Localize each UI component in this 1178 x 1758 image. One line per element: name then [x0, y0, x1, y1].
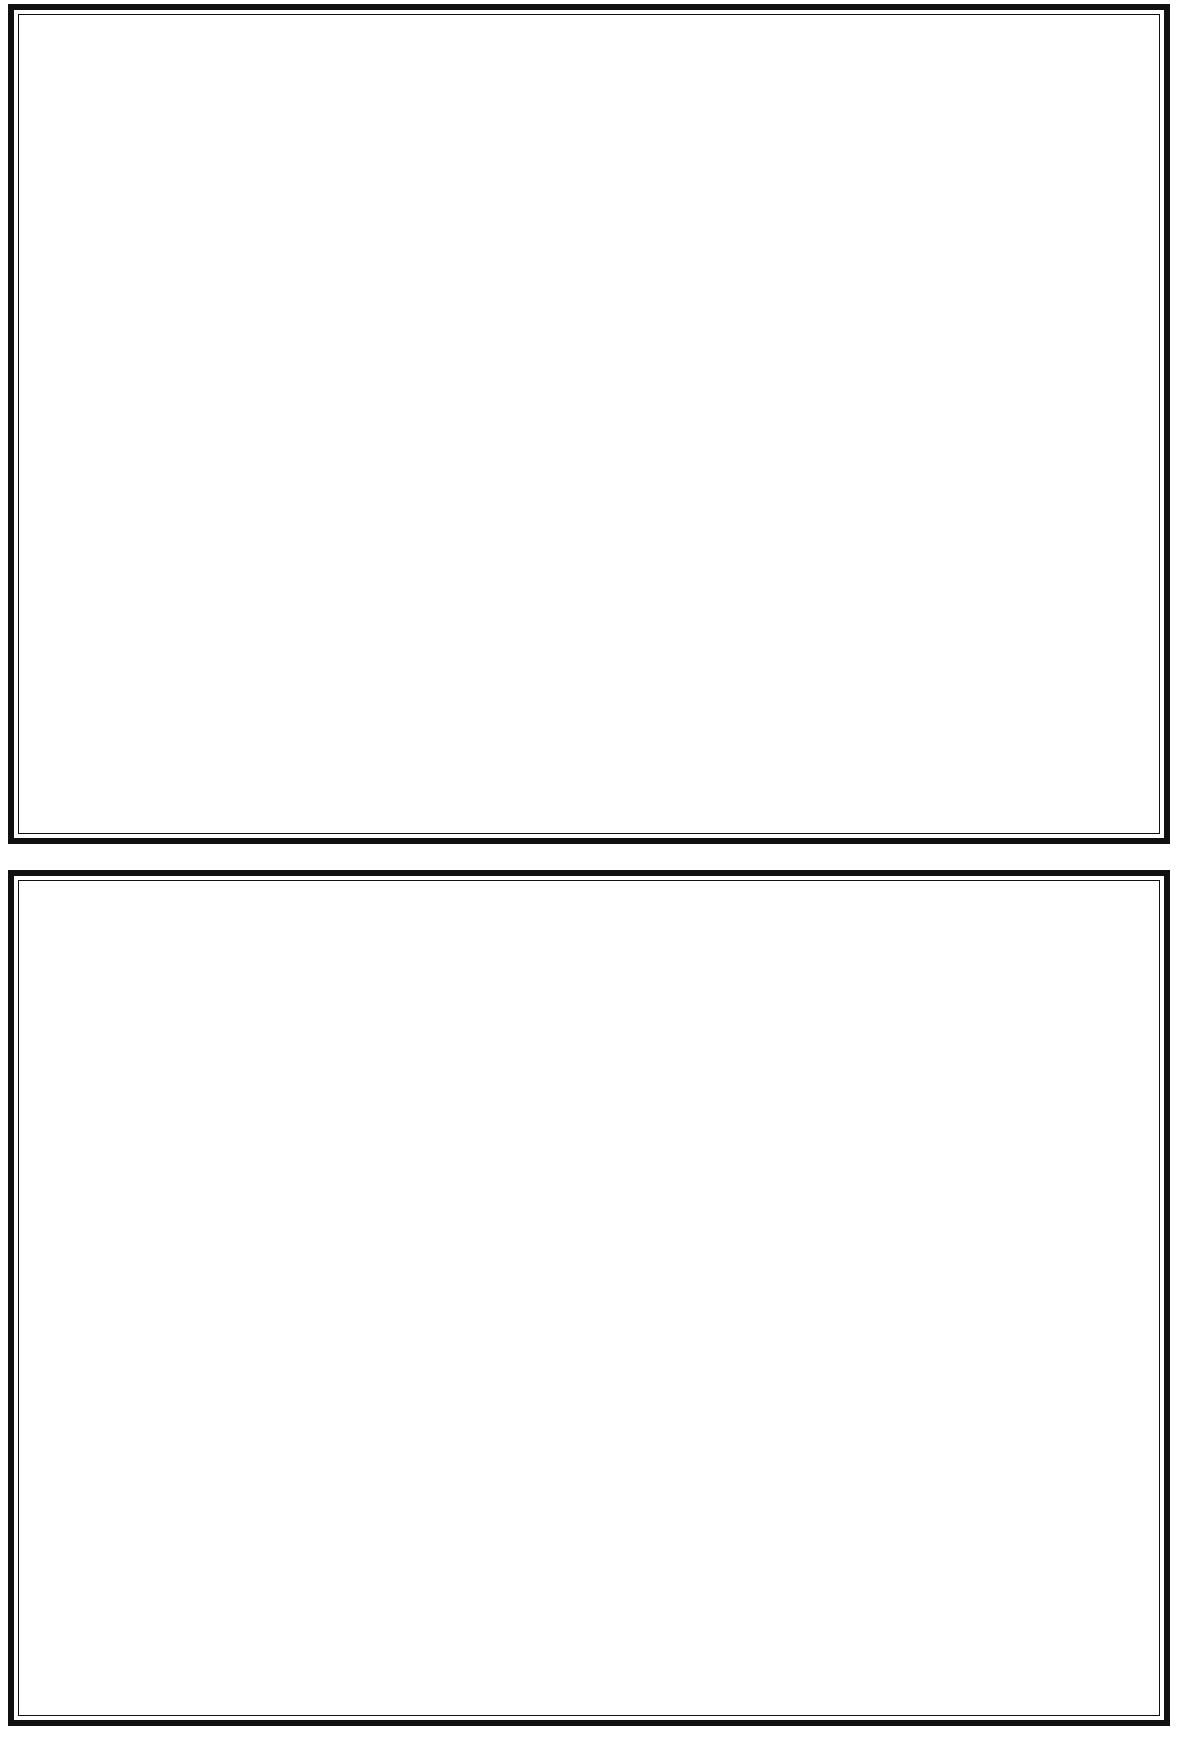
top-columns [20, 16, 1158, 832]
bottom-page [8, 870, 1170, 1726]
top-page [8, 4, 1170, 844]
bottom-columns [20, 882, 1158, 1714]
